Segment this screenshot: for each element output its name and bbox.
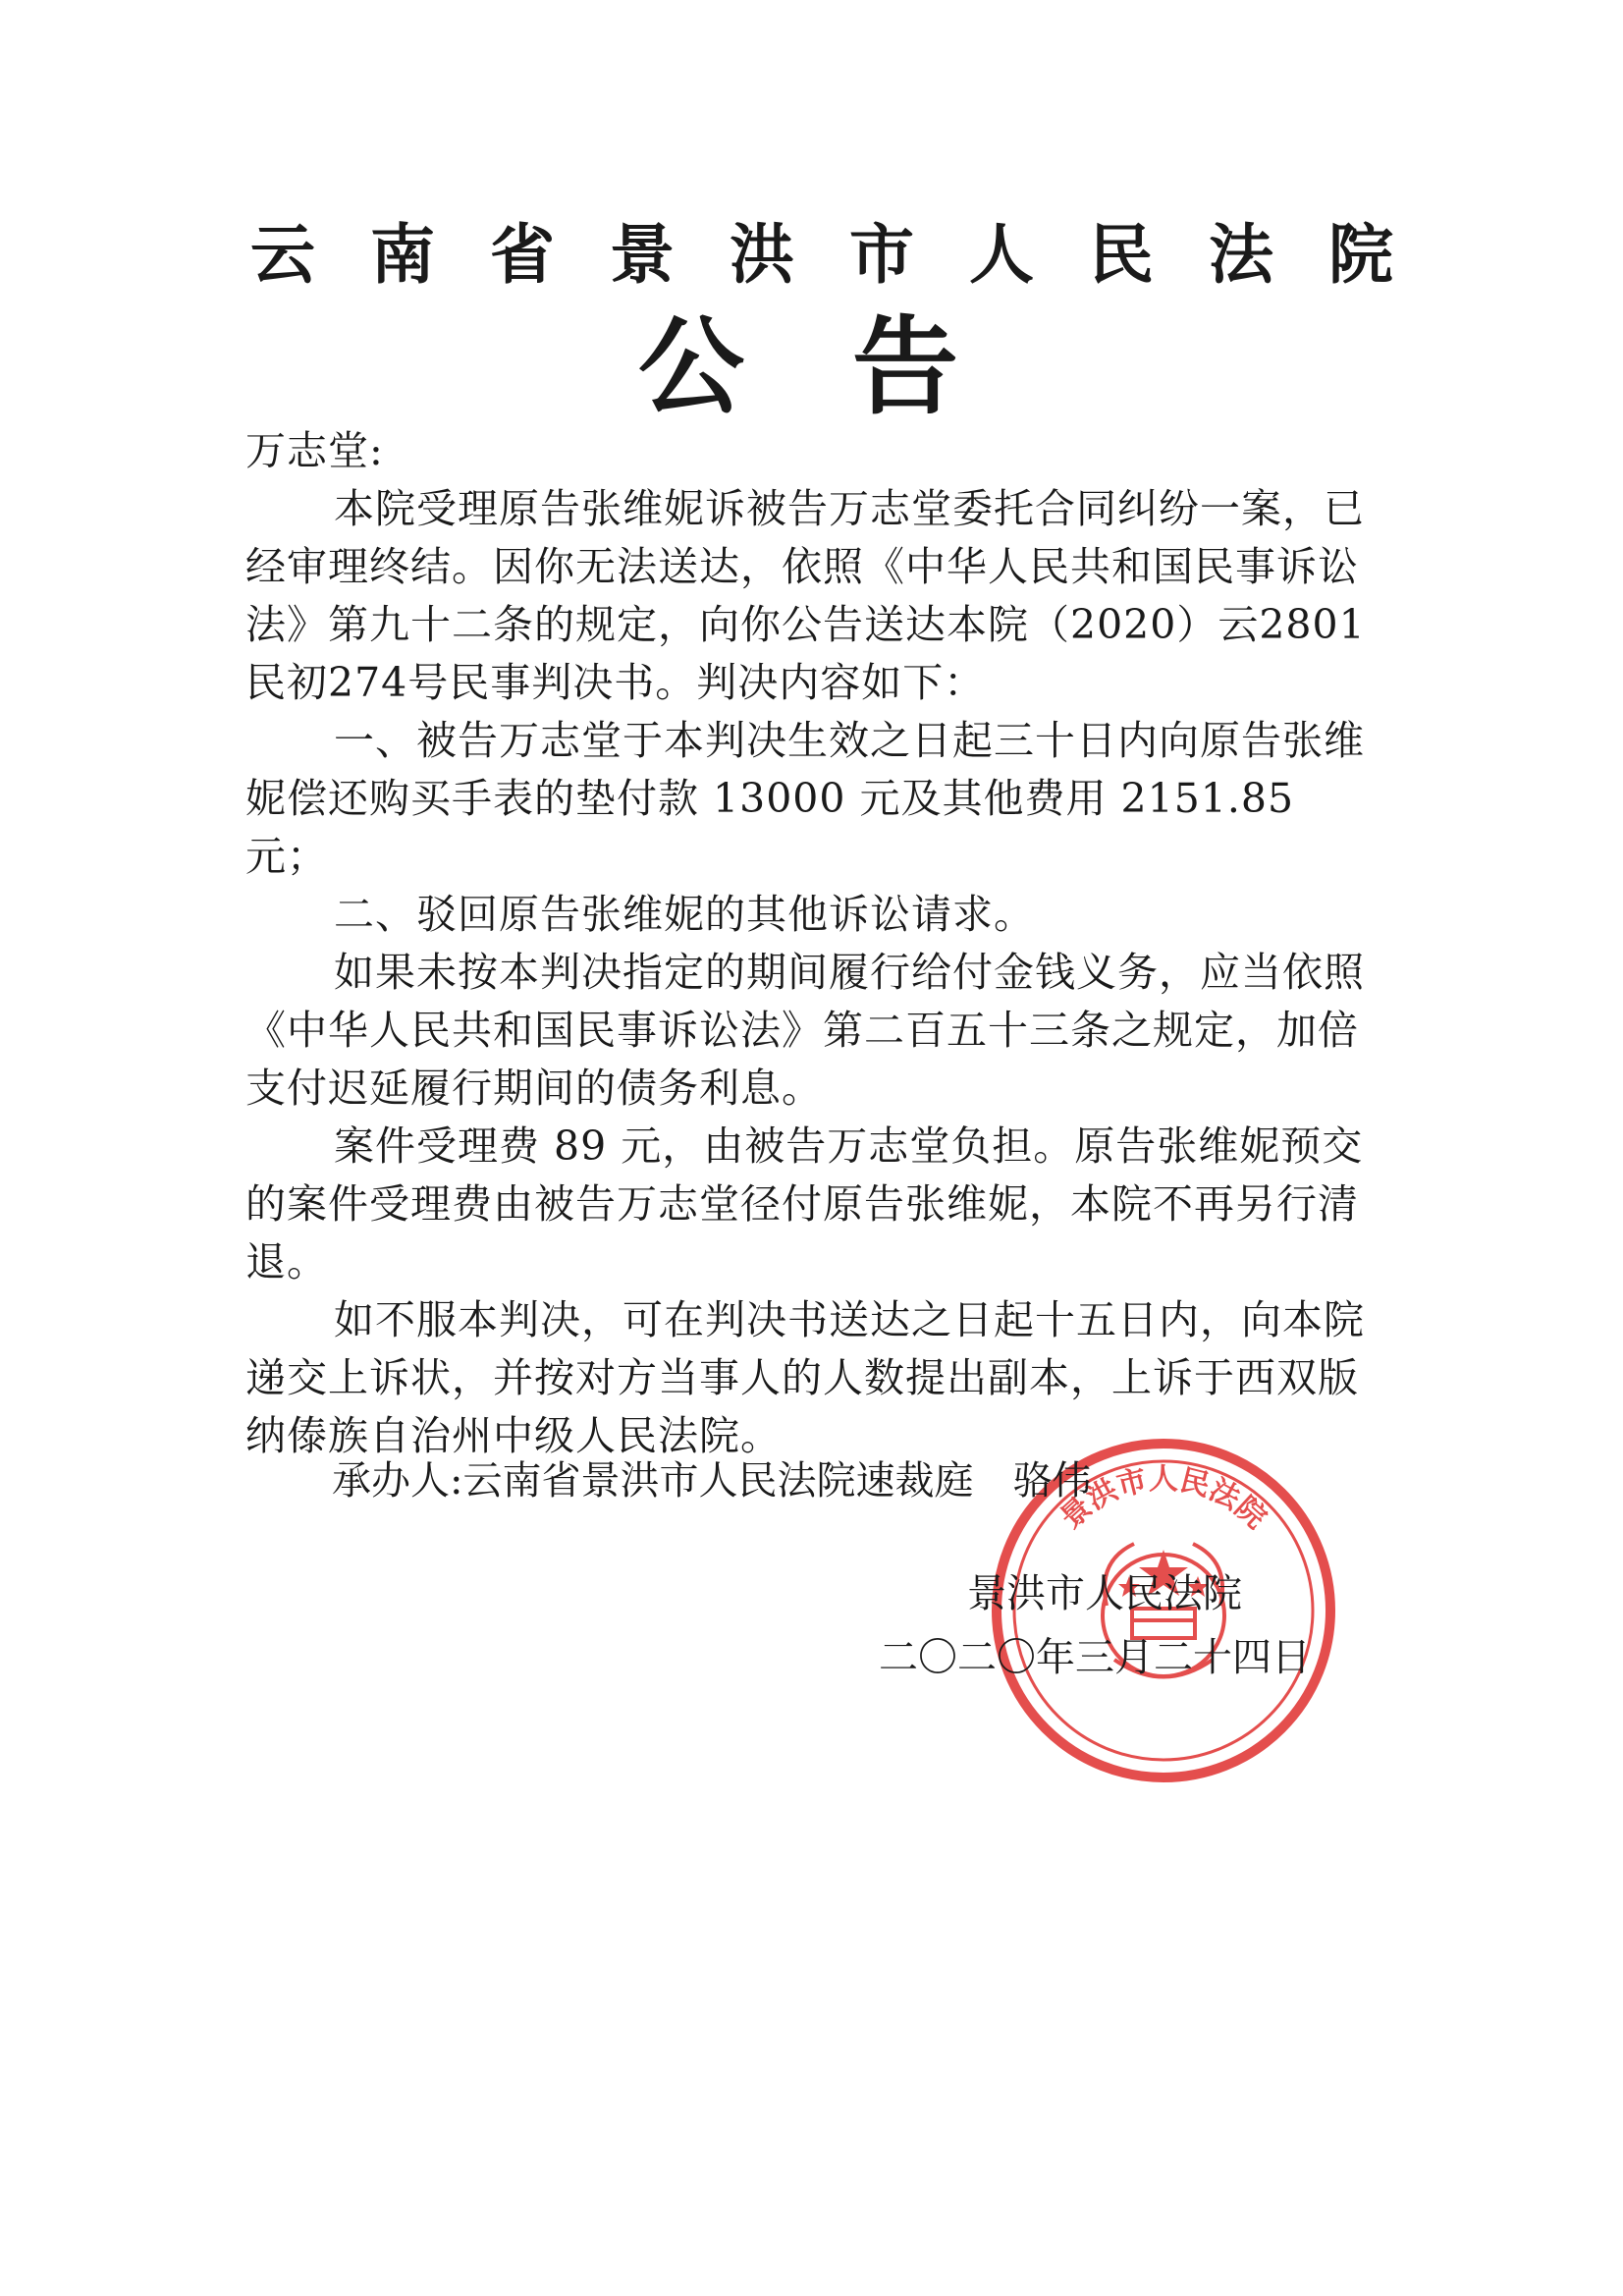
announcement-body [245, 422, 1386, 1465]
paragraph-judgment-item-1: 一、被告万志堂于本判决生效之日起三十日内向原告张维妮偿还购买手表的垫付款 13000 元及其他费用 2151.85 元； [245, 717, 1365, 880]
handler-name: 骆伟 [1012, 1458, 1092, 1503]
court-name: 云南省景洪市人民法院 [250, 217, 1448, 293]
issuing-court: 景洪市人民法院 [967, 1571, 1242, 1616]
addressee: 万志堂: [245, 427, 384, 474]
document-title: 公告 [638, 306, 1067, 429]
handler-label: 承办人: [332, 1458, 463, 1503]
issue-date: 二〇二〇年三月二十四日 [879, 1635, 1311, 1680]
seal-text-path: 景洪市人民法院 [1054, 1462, 1273, 1536]
paragraph-intro: 本院受理原告张维妮诉被告万志堂委托合同纠纷一案，已经审理终结。因你无法送达，依照《中华人民共和国民事诉讼法》第九十二条的规定，向你公告送达本院（2020）云2801民初274号民事判决书。判决内容如下： [245, 485, 1366, 706]
handler-department: 云南省景洪市人民法院速裁庭 [462, 1458, 974, 1503]
paragraph-judgment-item-2: 二、驳回原告张维妮的其他诉讼请求。 [334, 891, 1035, 938]
paragraph-appeal: 如不服本判决，可在判决书送达之日起十五日内，向本院递交上诉状，并按对方当事人的人数提出副本，上诉于西双版纳傣族自治州中级人民法院。 [245, 1296, 1365, 1459]
paragraph-late-payment: 如果未按本判决指定的期间履行给付金钱义务，应当依照《中华人民共和国民事诉讼法》第二百五十三条之规定，加倍支付迟延履行期间的债务利息。 [245, 949, 1365, 1112]
handler-line [332, 1453, 1091, 1508]
paragraph-court-fee: 案件受理费 89 元，由被告万志堂负担。原告张维妮预交的案件受理费由被告万志堂径付原告张维妮，本院不再另行清退。 [245, 1122, 1364, 1285]
